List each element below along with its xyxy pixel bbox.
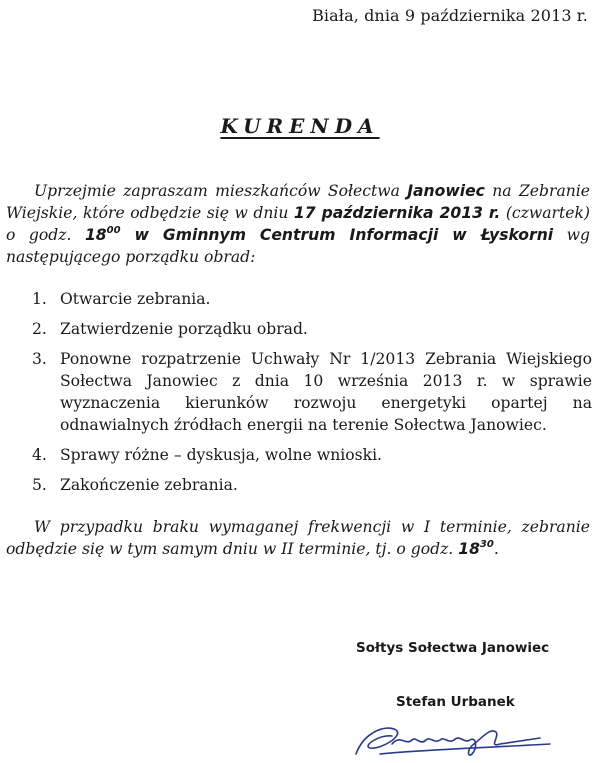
agenda-item xyxy=(32,444,592,466)
agenda-item-number: 1. xyxy=(32,290,47,308)
intro-solectwo-name: Janowiec xyxy=(407,182,485,200)
closing-paragraph xyxy=(6,516,590,560)
document-title: KURENDA xyxy=(220,114,380,138)
signatory-name: Stefan Urbanek xyxy=(396,694,515,710)
signature-stroke xyxy=(454,738,476,755)
document-date: Biała, dnia 9 października 2013 r. xyxy=(312,6,588,25)
agenda-item-text: Zakończenie zebrania. xyxy=(60,476,238,494)
intro-paragraph xyxy=(6,180,590,268)
intro-meeting-place: w Gminnym Centrum Informacji w Łyskorni xyxy=(120,226,554,244)
closing-hour: 18 xyxy=(458,540,480,558)
agenda-item xyxy=(32,474,592,496)
agenda-item-number: 2. xyxy=(32,320,47,338)
intro-text-2: na Zebranie Wiejskie, które odbędzie się w dniu xyxy=(6,182,590,222)
closing-text-1: W przypadku braku wymaganej frekwencji w I terminie, zebranie odbędzie się w tym samym dniu w II terminie, tj. o godz. xyxy=(6,518,590,558)
intro-minutes: 00 xyxy=(106,224,121,236)
agenda-item-number: 5. xyxy=(32,476,47,494)
handwritten-signature xyxy=(350,714,560,760)
signature-stroke xyxy=(474,731,540,745)
closing-text-2: . xyxy=(493,540,499,558)
signatory-role: Sołtys Sołectwa Janowiec xyxy=(356,640,550,656)
signature-stroke xyxy=(392,739,454,744)
agenda-item-text: Sprawy różne – dyskusja, wolne wnioski. xyxy=(60,446,383,464)
intro-meeting-time xyxy=(85,226,121,244)
intro-text-1: Uprzejmie zapraszam mieszkańców Sołectwa xyxy=(34,182,408,200)
signature-stroke xyxy=(380,744,550,754)
agenda-item-number: 3. xyxy=(32,350,47,368)
intro-text-3: (czwartek) o godz. xyxy=(6,204,591,244)
agenda-item-number: 4. xyxy=(32,446,47,464)
agenda-list xyxy=(32,288,592,504)
agenda-item-text: Zatwierdzenie porządku obrad. xyxy=(60,320,308,338)
intro-meeting-date: 17 października 2013 r. xyxy=(293,204,501,222)
closing-minutes: 30 xyxy=(479,538,494,550)
closing-second-term-time xyxy=(458,540,494,558)
signature-strokes xyxy=(356,728,550,755)
agenda-item xyxy=(32,288,592,310)
agenda-item-text: Otwarcie zebrania. xyxy=(60,290,211,308)
intro-hour: 18 xyxy=(84,226,107,244)
intro-text-4: wg następującego porządku obrad: xyxy=(6,226,590,266)
signature-stroke xyxy=(356,728,398,754)
agenda-item xyxy=(32,348,592,436)
agenda-item xyxy=(32,318,592,340)
agenda-item-text: Ponowne rozpatrzenie Uchwały Nr 1/2013 Zebrania Wiejskiego Sołectwa Janowiec z dnia 10 września 2013 r. w sprawie wyznaczenia kierunków rozwoju energetyki opartej na odnawialnych źródłach energii na terenie Sołectwa Janowiec. xyxy=(60,350,592,434)
